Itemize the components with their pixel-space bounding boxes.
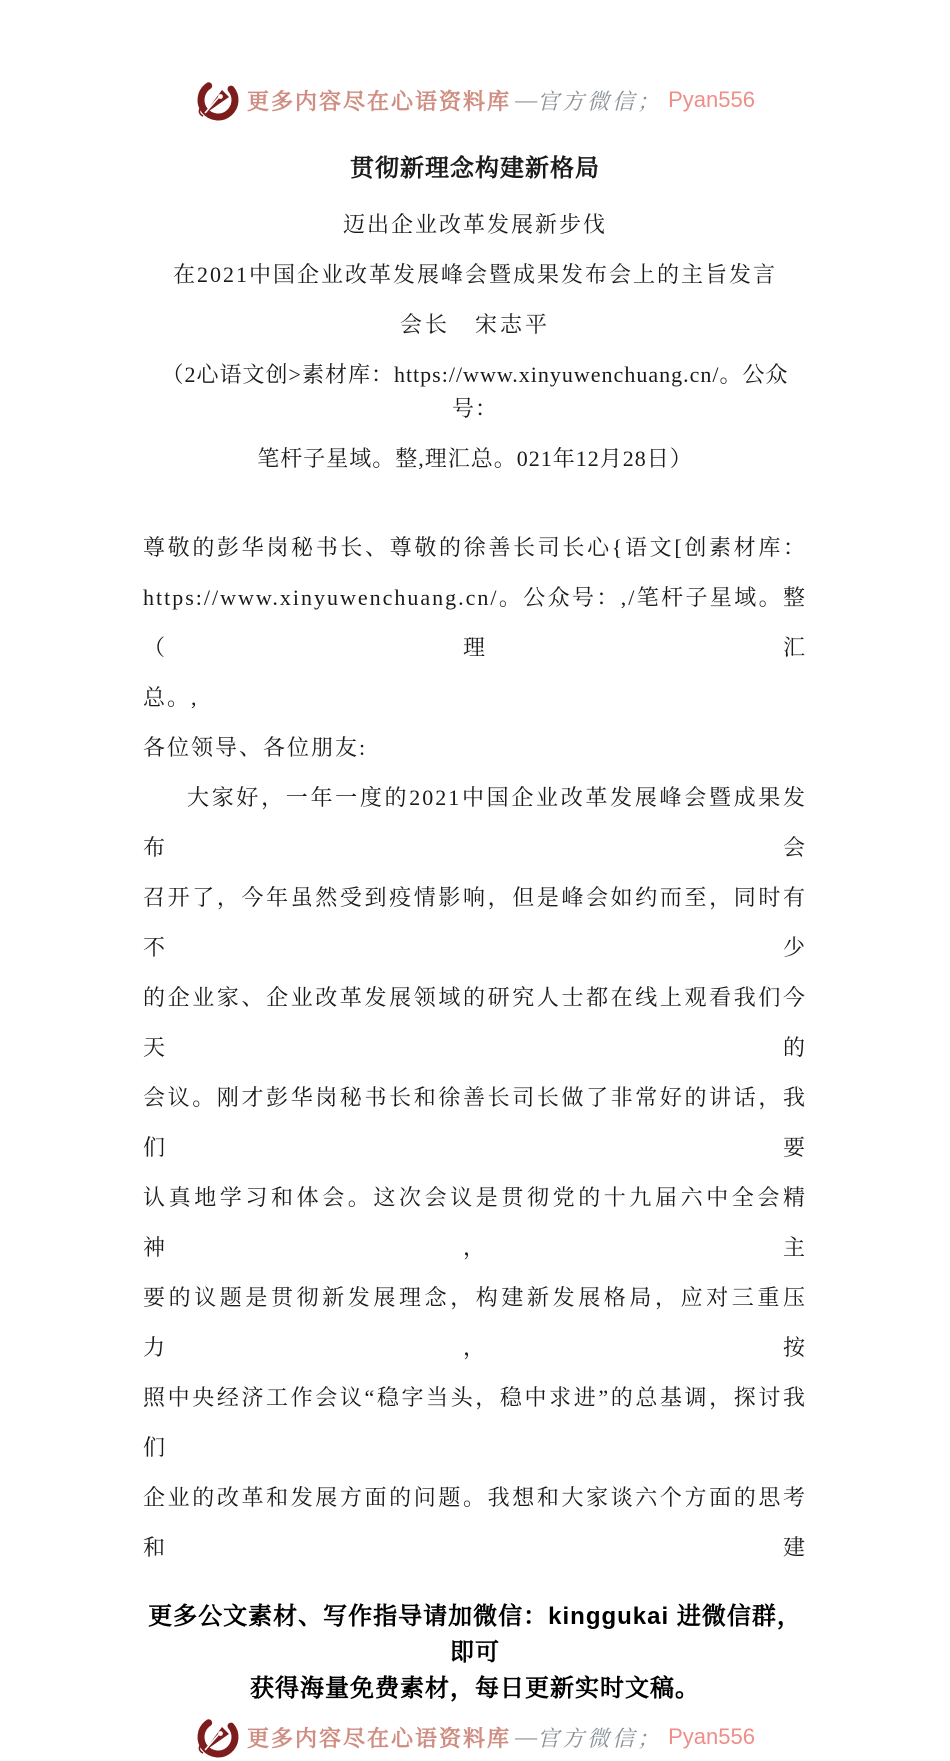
promo-line-2: 获得海量免费素材，每日更新实时文稿。: [250, 1675, 700, 1702]
document-subtitle: 迈出企业改革发展新步伐: [342, 212, 607, 237]
salutation-line: https://www.xinyuwenchuang.cn/。公众号：,/笔杆子星域。整（理汇: [143, 585, 807, 660]
speech-occasion-title: 在2021中国企业改革发展峰会暨成果发布会上的主旨发言: [172, 262, 777, 287]
promo-line-1: 更多公文素材、写作指导请加微信：kinggukai 进微信群，即可: [148, 1603, 802, 1666]
salutation-line: 尊敬的彭华岗秘书长、尊敬的徐善长司长心{语文[创素材库：: [143, 535, 807, 560]
header-watermark: [143, 0, 807, 124]
watermark-label: 官方微信；: [537, 88, 663, 114]
author-line: 会长 宋志平: [399, 312, 550, 337]
source-note-line-1: （2心语文创>素材库：https://www.xinyuwenchuang.cn/。公众号：: [161, 362, 789, 421]
paragraph-line: 要的议题是贯彻新发展理念，构建新发展格局，应对三重压力，按: [143, 1285, 807, 1360]
salutation-line: 总。,: [143, 685, 199, 710]
paragraph-line: 的企业家、企业改革发展领域的研究人士都在线上观看我们今天的: [143, 985, 807, 1060]
paragraph-line: 大家好，一年一度的2021中国企业改革发展峰会暨成果发布会: [143, 785, 807, 860]
watermark-brand-text: 更多内容尽在心语资料库: [247, 88, 512, 114]
source-note-line-2: 笔杆子星域。整,理汇总。021年12月28日）: [257, 446, 693, 471]
promo-banner: [143, 1599, 807, 1707]
greeting-line: 各位领导、各位朋友:: [143, 735, 368, 760]
watermark-dash: —: [515, 87, 538, 112]
watermark-label: 官方微信；: [537, 1725, 663, 1751]
document-title: 贯彻新理念构建新格局: [350, 156, 600, 182]
pen-logo-icon: [195, 1714, 241, 1760]
paragraph-line: 认真地学习和体会。这次会议是贯彻党的十九届六中全会精神，主: [143, 1185, 807, 1260]
watermark-wechat-id: Pyan556: [668, 87, 755, 112]
paragraph-line: 会议。刚才彭华岗秘书长和徐善长司长做了非常好的讲话，我们要: [143, 1085, 807, 1160]
watermark-dash: —: [515, 1724, 538, 1749]
pen-logo-icon: [195, 77, 241, 123]
watermark-brand-text: 更多内容尽在心语资料库: [247, 1725, 512, 1751]
paragraph-line: 企业的改革和发展方面的问题。我想和大家谈六个方面的思考和建: [143, 1485, 807, 1560]
paragraph-line: 照中央经济工作会议“稳字当头，稳中求进”的总基调，探讨我们: [143, 1385, 807, 1460]
watermark-wechat-id: Pyan556: [668, 1724, 755, 1749]
paragraph-line: 召开了，今年虽然受到疫情影响，但是峰会如约而至，同时有不少: [143, 885, 807, 960]
footer-watermark: [143, 1713, 807, 1761]
